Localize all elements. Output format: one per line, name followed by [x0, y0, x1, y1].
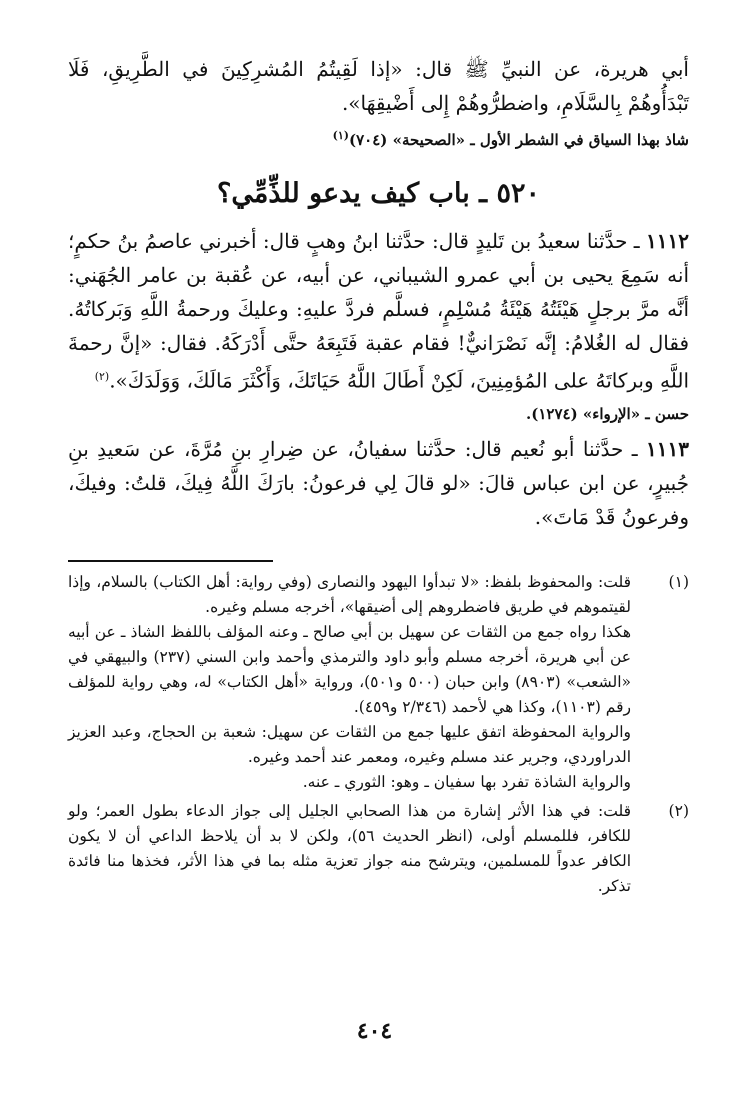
hadith-number: ١١١٢: [646, 229, 689, 253]
footnote-paragraph: قلت: في هذا الأثر إشارة من هذا الصحابي الجليل إلى جواز الدعاء بطول العمر؛ ولو للكافر، فللمسلم أولى، (انظر الحديث ٥٦)، ولكن لا بد أن يلاحظ الداعي أن لا يكون الكافر عدواً للمسلمين، ويترشح منه جواز تعزية مثله بما في هذا الأثر، فخذها منا فائدة تذكر.: [68, 801, 632, 895]
hadith-1112-grade: حسن ـ «الإرواء» (١٢٧٤).: [526, 404, 689, 423]
footnote-1: [68, 570, 689, 795]
chapter-title: ٥٢٠ ـ باب كيف يدعو للذِّمِّي؟: [217, 178, 540, 209]
page-number: ٤٠٤: [356, 1018, 393, 1044]
hadith-number: ١١١٣: [646, 436, 689, 461]
footnote-body: [68, 570, 631, 795]
footnote-paragraph: هكذا رواه جمع من الثقات عن سهيل بن أبي صالح ـ وعنه المؤلف باللفظ الشاذ ـ عن أبيه عن أبي هريرة، أخرجه مسلم وأبو داود والترمذي وأحمد وابن السني (٢٣٧) والبيهقي في «الشعب» (٨٩٠٣) وابن حبان (٥٠٠ و٥٠١)، ورواية «أهل الكتاب» له، وهي رواية للمؤلف رقم (١١٠٣)، وكذا هي لأحمد (٢/٣٤٦ و٤٥٩).: [68, 622, 631, 716]
intro-line-1: أبي هريرة، عن النبيِّ ﷺ قال: «إذا لَقِيتُمُ المُشرِكِينَ في الطَّرِيقِ، فَلَا تَبْدَأُوهُمْ: [68, 57, 689, 115]
hadith-1112: [68, 224, 689, 398]
intro-grade-text: شاذ بهذا السياق في الشطر الأول ـ «الصحيحة» (٧٠٤): [348, 131, 689, 149]
intro-line-2: بِالسَّلَامِ، واضطرُّوهُمْ إِلى أَضْيقِهَا».: [341, 91, 622, 115]
hadith-text: ـ حدَّثنا أبو نُعيم قال: حدَّثنا سفيانُ، عن ضِرارِ بنِ مُرَّةَ، عن سَعيدِ بنِ جُبيرٍ، عن ابن عباس قالَ: «لو قالَ لِي فرعونُ: بارَكَ اللَّهُ فِيكَ، قلتُ: وفيكَ، وفرعونُ قَدْ مَاتَ».: [68, 436, 689, 529]
hadith-text: ـ حدَّثنا سعيدُ بن تَليدٍ قال: حدَّثنا ابنُ وهبٍ قال: أخبرني عاصمُ بنُ حكمٍ؛ أنه سَمِعَ يحيى بن أبي عمرو الشيباني، عن أبيه، عن عُقبة بن عامر الجُهَني: أنَّه مرَّ برجلٍ هَيْئَتُهُ هَيْئَةُ مُسْلِمٍ، فسلَّم فردَّ عليهِ: وعليكَ ورحمةُ اللَّهِ وَبَركاتُهُ. فقال له الغُلامُ: إنَّه نَصْرَانيٌّ! فقام عقبة فَتَبِعَهُ حتَّى أَدْرَكَهُ. فقال: «إنَّ رحمةَ اللَّهِ وبركاتَهُ على المُؤمِنِينَ، لَكِنْ أَطَالَ اللَّهُ حَيَاتَكَ، وَأَكْثَرَ مَالَكَ، وَوَلَدَكَ».: [68, 229, 689, 393]
intro-text: [68, 52, 689, 120]
footnote-number: (١): [668, 572, 689, 591]
footnote-2: [68, 799, 689, 899]
footnote-paragraph: والرواية الشاذة تفرد بها سفيان ـ وهو: الثوري ـ عنه.: [302, 772, 631, 791]
hadith-1113: [68, 432, 689, 534]
footnote-ref-2[interactable]: (٢): [94, 370, 110, 383]
footnote-number: (٢): [668, 801, 689, 820]
footnote-paragraph: قلت: والمحفوظ بلفظ: «لا تبدأوا اليهود والنصارى (وفي رواية: أهل الكتاب) بالسلام، وإذا لقيتموهم في طريق فاضطروهم إلى أضيقها»، أخرجه مسلم وغيره.: [68, 572, 631, 616]
footnote-divider: [68, 560, 273, 562]
footnote-body: [68, 799, 631, 899]
intro-grade: [68, 124, 689, 152]
footnote-ref-1[interactable]: (١): [332, 129, 349, 142]
footnote-paragraph: والرواية المحفوظة اتفق عليها جمع من الثقات عن سهيل: شعبة بن الحجاج، وعبد العزيز الدراوردي، وجرير عند مسلم وغيره، ومعمر عند أحمد وغيره.: [68, 722, 631, 766]
